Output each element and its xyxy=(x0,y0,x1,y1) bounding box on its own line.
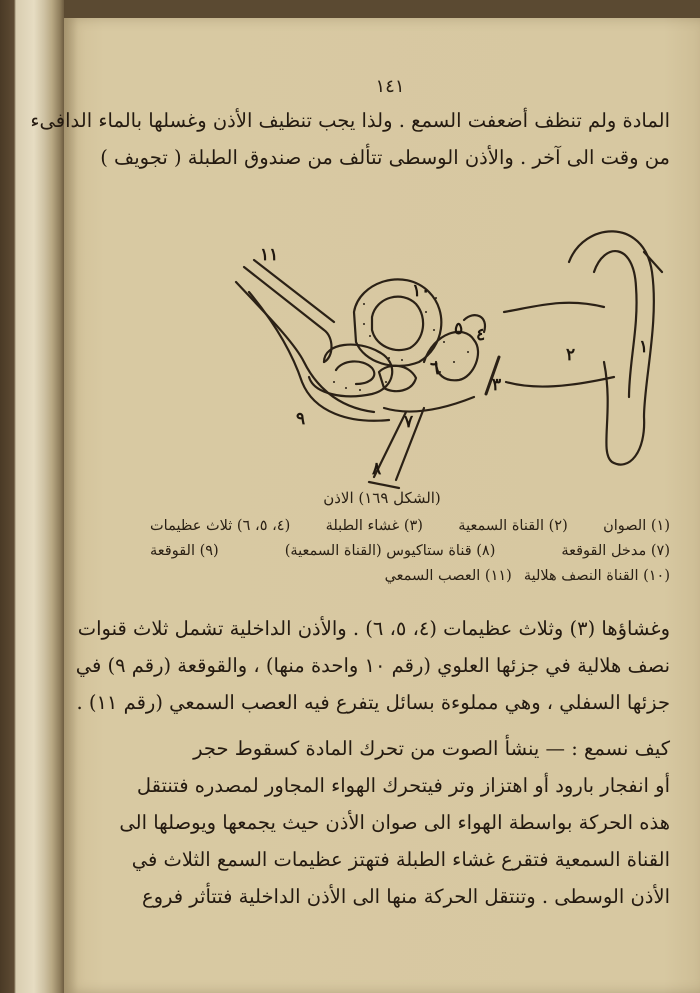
paragraph-3 xyxy=(119,730,670,915)
legend-row xyxy=(150,514,670,539)
text-line: كيف نسمع : — ينشأ الصوت من تحرك المادة كسقوط حجر xyxy=(193,737,670,760)
legend-row xyxy=(150,564,670,589)
legend-item: (٩) القوقعة xyxy=(150,543,219,559)
label-9: ٩ xyxy=(296,409,306,429)
book-page xyxy=(30,18,700,993)
text-line: نصف هلالية في جزئها العلوي (رقم ١٠ واحدة منها) ، والقوقعة (رقم ٩) في xyxy=(75,654,670,677)
label-4: ٤ xyxy=(476,325,486,345)
legend-item: (٤، ٥، ٦) ثلاث عظيمات xyxy=(150,518,291,534)
middle-ear-floor xyxy=(384,397,474,412)
figure-caption: (الشكل ١٦٩) الاذن xyxy=(323,489,441,507)
legend-item: (٧) مدخل القوقعة xyxy=(561,543,670,559)
text-line: من وقت الى آخر . والأذن الوسطى تتألف من صندوق الطبلة ( تجويف ) xyxy=(100,146,670,169)
label-2: ٢ xyxy=(566,345,576,365)
paragraph-2 xyxy=(76,610,670,721)
legend-row xyxy=(150,539,670,564)
text-line: جزئها السفلي ، وهي مملوءة بسائل يتفرع فيه العصب السمعي (رقم ١١) . xyxy=(76,691,670,714)
ear-diagram xyxy=(174,212,674,502)
label-11: ١١ xyxy=(260,245,279,265)
label-1: ١ xyxy=(639,337,649,357)
legend-item: (١١) العصب السمعي xyxy=(384,568,512,584)
paragraph-1 xyxy=(30,102,670,176)
legend-item: (١) الصوان xyxy=(603,518,670,534)
legend-item: (٣) غشاء الطبلة xyxy=(325,518,423,534)
text-line: القناة السمعية فتقرع غشاء الطبلة فتهتز عظيمات السمع الثلاث في xyxy=(131,848,670,871)
text-line: أو انفجار بارود أو اهتزاز وتر فيتحرك الهواء المجاور لمصدره فتنتقل xyxy=(136,774,670,797)
pinna-inner-fold xyxy=(594,251,637,397)
text-line: المادة ولم تنظف أضعفت السمع . ولذا يجب تنظيف الأذن وغسلها بالماء الدافىء xyxy=(30,109,670,132)
figure-legend xyxy=(150,514,670,589)
label-7: ٧ xyxy=(404,412,414,432)
eustachian-tube-end xyxy=(369,482,399,488)
text-line: وغشاؤها (٣) وثلاث عظيمات (٤، ٥، ٦) . والأذن الداخلية تشمل ثلاث قنوات xyxy=(77,617,670,640)
ear-canal-upper xyxy=(504,303,604,312)
helix-line xyxy=(644,252,662,272)
page-number: ١٤١ xyxy=(375,76,405,97)
label-10: ١٠ xyxy=(412,281,431,301)
label-6: ٦ xyxy=(430,359,440,379)
legend-item: (٨) قناة ستاكيوس (القناة السمعية) xyxy=(284,543,496,559)
semicircular-canal-inner xyxy=(372,297,423,350)
cochlea-inner xyxy=(336,361,374,384)
label-3: ٣ xyxy=(492,375,502,395)
text-line: هذه الحركة بواسطة الهواء الى صوان الأذن حيث يجمعها ويوصلها الى xyxy=(119,811,670,834)
ear-canal-lower xyxy=(506,377,614,387)
legend-item: (١٠) القناة النصف هلالية xyxy=(523,568,670,584)
label-5: ٥ xyxy=(454,319,464,339)
label-8: ٨ xyxy=(372,459,382,479)
text-line: الأذن الوسطى . وتنتقل الحركة منها الى الأذن الداخلية فتتأثر فروع xyxy=(141,885,670,908)
legend-item: (٢) القناة السمعية xyxy=(458,518,568,534)
